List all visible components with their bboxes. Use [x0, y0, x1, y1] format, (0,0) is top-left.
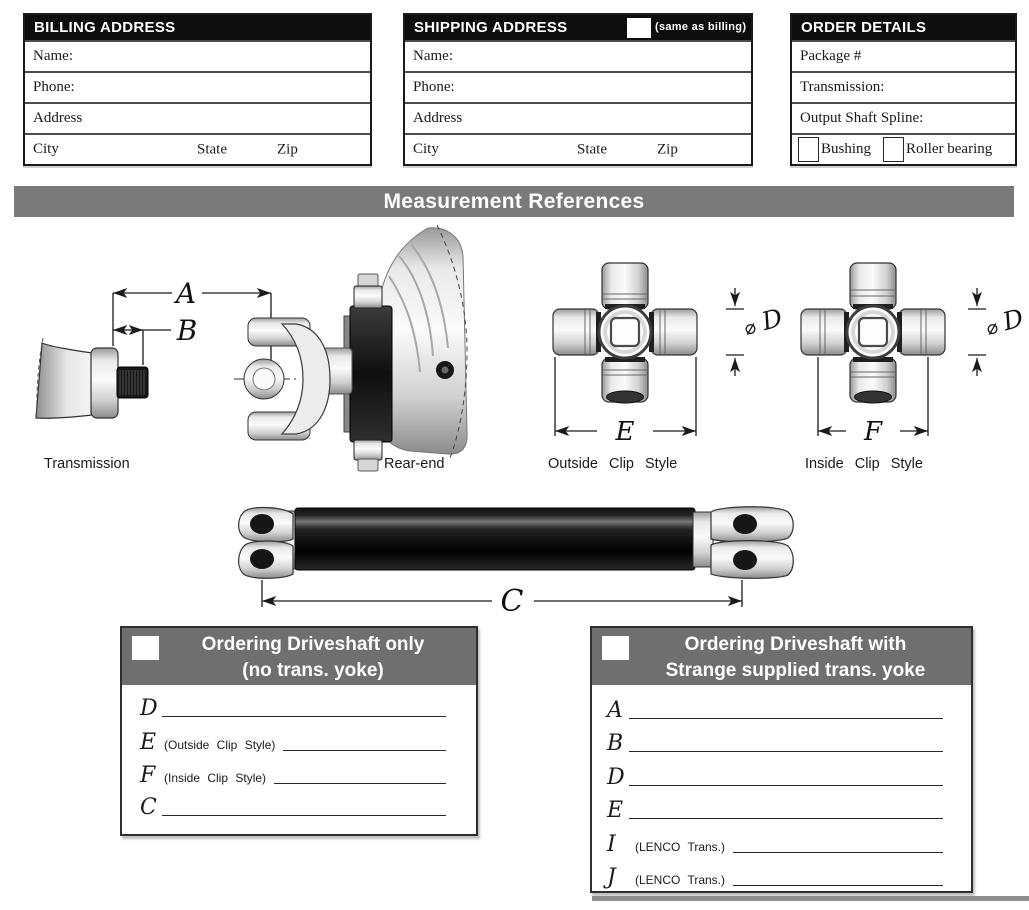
- package-number-field[interactable]: [792, 40, 1015, 71]
- diameter-symbol-outside: ⌀: [741, 315, 759, 340]
- dim-d-label-outside: D: [758, 302, 786, 337]
- shipping-phone-field[interactable]: [405, 71, 751, 102]
- shipping-city-state-zip-field[interactable]: [405, 133, 751, 164]
- inside-clip-caption: Inside Clip Style: [805, 456, 923, 472]
- package-number-label: Package #: [800, 48, 862, 64]
- billing-phone-label: Phone:: [33, 79, 75, 95]
- order-with-header: [592, 628, 971, 685]
- output-shaft-spline-field[interactable]: [792, 102, 1015, 133]
- e-write-line2[interactable]: [629, 818, 943, 819]
- dim-a-label: A: [175, 277, 197, 310]
- order-only-row-c: [140, 789, 446, 819]
- diameter-symbol-inside: ⌀: [983, 315, 1001, 340]
- f-write-line[interactable]: [274, 783, 446, 784]
- page-edge-strip: [592, 896, 1029, 901]
- e-write-line[interactable]: [283, 750, 446, 751]
- d-write-line2[interactable]: [629, 785, 943, 786]
- billing-title: BILLING ADDRESS: [34, 19, 176, 36]
- billing-address-field[interactable]: [25, 102, 370, 133]
- billing-city-label: City: [33, 141, 59, 157]
- order-only-row-e: [140, 724, 446, 754]
- shipping-name-label: Name:: [413, 48, 453, 64]
- dim-e-label: E: [615, 417, 635, 447]
- transmission-label: Transmission:: [800, 79, 885, 95]
- same-as-billing-label: (same as billing): [655, 21, 747, 33]
- f-note: (Inside Clip Style): [164, 771, 267, 785]
- bushing-label: Bushing: [821, 141, 872, 157]
- roller-bearing-checkbox[interactable]: [883, 137, 904, 162]
- a-write-line[interactable]: [629, 718, 943, 719]
- transmission-field[interactable]: [792, 71, 1015, 102]
- billing-city-state-zip-field[interactable]: [25, 133, 370, 164]
- e-note: (Outside Clip Style): [164, 738, 276, 752]
- order-with-row-j: [607, 859, 943, 889]
- order-only-row-f: [140, 757, 446, 787]
- dimension-b: [113, 314, 197, 365]
- transmission-caption: Transmission: [44, 456, 130, 472]
- billing-header: [25, 15, 370, 40]
- dimension-d-outside: [726, 288, 786, 376]
- j-note: (LENCO Trans.): [635, 873, 726, 887]
- bushing-checkbox[interactable]: [798, 137, 819, 162]
- measurement-reference-diagram: [0, 222, 1029, 622]
- rear-end-diagram: [234, 225, 467, 471]
- rear-end-caption: Rear-end: [384, 456, 445, 472]
- dim-d-letter: D: [140, 696, 158, 721]
- same-as-billing-checkbox[interactable]: [627, 18, 651, 38]
- shipping-city-label: City: [413, 141, 439, 157]
- ujoint-outside-clip-diagram: [553, 263, 697, 403]
- order-with-row-b: [607, 725, 943, 755]
- dimension-c: [262, 580, 742, 619]
- dim-j-letter: J: [607, 865, 616, 890]
- shipping-title: SHIPPING ADDRESS: [414, 19, 568, 36]
- order-with-row-e: [607, 792, 943, 822]
- i-write-line[interactable]: [733, 852, 943, 853]
- dim-f-label: F: [863, 417, 883, 447]
- shipping-name-field[interactable]: [405, 40, 751, 71]
- billing-zip-label: Zip: [277, 141, 298, 157]
- order-driveshaft-only-box: [120, 626, 478, 836]
- shipping-state-label: State: [577, 141, 607, 157]
- order-details-title: ORDER DETAILS: [801, 19, 927, 36]
- order-only-title-line1: Ordering Driveshaft only: [201, 634, 425, 655]
- banner-title: Measurement References: [383, 190, 645, 213]
- dim-a-letter: A: [607, 698, 623, 723]
- billing-name-label: Name:: [33, 48, 73, 64]
- bearing-type-row: [792, 133, 1015, 164]
- order-driveshaft-with-yoke-box: [590, 626, 973, 893]
- shipping-phone-label: Phone:: [413, 79, 455, 95]
- shipping-address-field[interactable]: [405, 102, 751, 133]
- billing-phone-field[interactable]: [25, 71, 370, 102]
- b-write-line[interactable]: [629, 751, 943, 752]
- transmission-diagram: [36, 338, 148, 422]
- c-write-line[interactable]: [162, 815, 446, 816]
- shipping-address-label: Address: [413, 110, 463, 126]
- shipping-header: [405, 15, 751, 40]
- dim-b-letter: B: [607, 731, 624, 756]
- dim-c-letter: C: [140, 795, 157, 820]
- order-with-row-d: [607, 759, 943, 789]
- ujoint-inside-clip-diagram: [801, 263, 945, 403]
- d-write-line[interactable]: [162, 716, 446, 717]
- order-with-title-line2: Strange supplied trans. yoke: [665, 660, 926, 681]
- order-only-row-d: [140, 690, 446, 720]
- dim-i-letter: I: [607, 832, 616, 857]
- dim-e-letter2: E: [607, 798, 624, 823]
- dim-b-label: B: [176, 314, 198, 347]
- outside-clip-caption: Outside Clip Style: [548, 456, 678, 472]
- roller-bearing-label: Roller bearing: [906, 141, 993, 157]
- dim-d-label-inside: D: [999, 303, 1027, 337]
- output-shaft-spline-label: Output Shaft Spline:: [800, 110, 924, 126]
- billing-name-field[interactable]: [25, 40, 370, 71]
- dim-c-label: C: [500, 584, 524, 619]
- order-details-box: [790, 13, 1017, 166]
- j-write-line[interactable]: [733, 885, 943, 886]
- order-with-title-line1: Ordering Driveshaft with: [684, 634, 907, 655]
- billing-state-label: State: [197, 141, 227, 157]
- shipping-address-box: [403, 13, 753, 166]
- order-only-title-line2: (no trans. yoke): [242, 660, 384, 681]
- order-only-header: [122, 628, 476, 685]
- measurement-references-banner: [14, 186, 1014, 217]
- order-only-checkbox[interactable]: [132, 636, 159, 660]
- order-with-row-a: [607, 692, 943, 722]
- billing-address-label: Address: [33, 110, 83, 126]
- driveshaft-diagram: [239, 507, 794, 579]
- i-note: (LENCO Trans.): [635, 840, 726, 854]
- dimension-d-inside: [968, 288, 1027, 376]
- order-details-header: [792, 15, 1015, 40]
- order-with-checkbox[interactable]: [602, 636, 629, 660]
- billing-address-box: [23, 13, 372, 166]
- shipping-zip-label: Zip: [657, 141, 678, 157]
- dim-e-letter: E: [140, 730, 157, 755]
- dim-f-letter: F: [140, 763, 156, 788]
- order-with-row-i: [607, 826, 943, 856]
- dim-d-letter2: D: [607, 765, 625, 790]
